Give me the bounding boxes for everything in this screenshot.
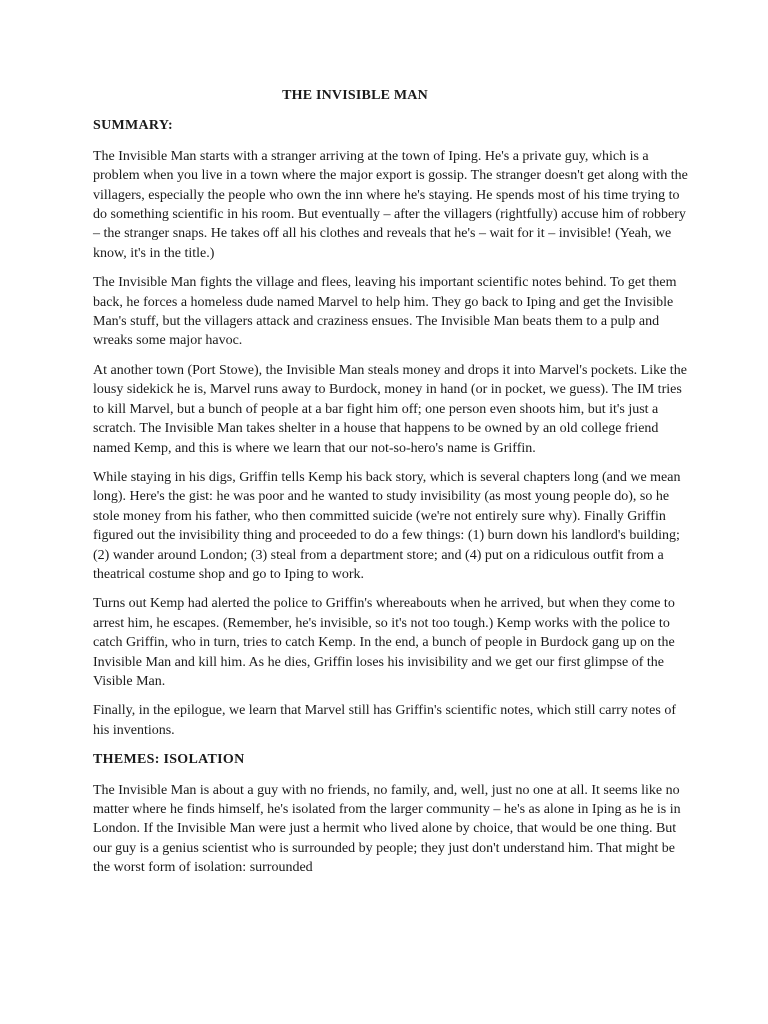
summary-paragraph-3: At another town (Port Stowe), the Invisible Man steals money and drops it into Marvel's pockets. Like the lousy sidekick he is, Marvel runs away to Burdock, money in hand (or in pocket, we guess). The IM tries to kill Marvel, but a bunch of people at a bar fight him off; one person even shoots him, but it's just a scratch. The Invisible Man takes shelter in a house that happens to be owned by an old college friend named Kemp, and this is where we learn that our not-so-hero's name is Griffin.: [93, 362, 687, 456]
themes-heading: THEMES: ISOLATION: [93, 752, 245, 768]
summary-paragraph-5: Turns out Kemp had alerted the police to Griffin's whereabouts when he arrived, but when they come to arrest him, he escapes. (Remember, he's invisible, so it's not too tough.) Kemp works with the police to catch Griffin, who in turn, tries to catch Kemp. In the end, a bunch of people in Burdock gang up on the Invisible Man and kill him. As he dies, Griffin loses his invisibility and we get our first glimpse of the Visible Man.: [93, 596, 675, 689]
summary-paragraph-6: Finally, in the epilogue, we learn that Marvel still has Griffin's scientific notes, which still carry notes of his inventions.: [93, 703, 676, 738]
themes-paragraph-1: The Invisible Man is about a guy with no friends, no family, and, well, just no one at all. It seems like no matter where he finds himself, he's isolated from the larger community – he's as alone in Iping as he is in London. If the Invisible Man were just a hermit who lived alone by choice, that would be one thing. But our guy is a genius scientist who is surrounded by people; they just don't understand him. That might be the worst form of isolation: surrounded: [93, 782, 681, 876]
summary-paragraph-1: The Invisible Man starts with a stranger arriving at the town of Iping. He's a private guy, which is a problem when you live in a town where the major export is gossip. The stranger doesn't get along with the villagers, especially the people who own the inn where he's staying. He spends most of his time trying to do something scientific in his room. But eventually – after the villagers (rightfully) accuse him of robbery – the stranger snaps. He takes off all his clothes and reveals that he's – wait for it – invisible! (Yeah, we know, it's in the title.): [93, 148, 688, 261]
document-page: [93, 86, 693, 888]
summary-paragraph-2: The Invisible Man fights the village and flees, leaving his important scientific notes behind. To get them back, he forces a homeless dude named Marvel to help him. They go back to Iping and get the Invisible Man's stuff, but the villagers attack and craziness ensues. The Invisible Man beats them to a pulp and wreaks some major havoc.: [93, 275, 677, 349]
summary-paragraph-4: While staying in his digs, Griffin tells Kemp his back story, which is several chapters long (and we mean long). Here's the gist: he was poor and he wanted to study invisibility (as most young people do), so he stole money from his father, who then committed suicide (we're not entirely sure why). Finally Griffin figured out the invisibility thing and proceeded to do a few things: (1) burn down his landlord's building; (2) wander around London; (3) steal from a department store; and (4) put on a ridiculous outfit from a theatrical costume shop and go to Iping to work.: [93, 469, 681, 582]
summary-heading: SUMMARY:: [93, 118, 173, 134]
document-title: THE INVISIBLE MAN: [282, 88, 428, 103]
